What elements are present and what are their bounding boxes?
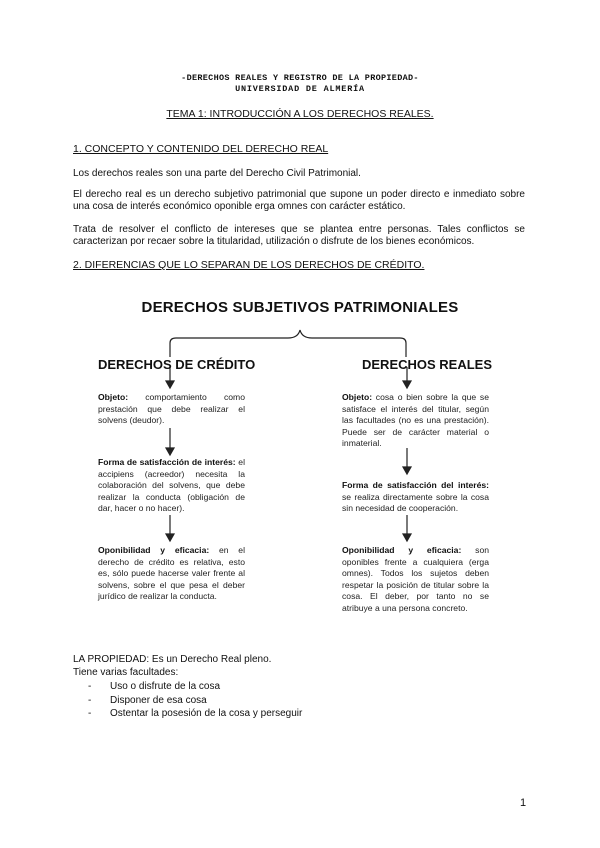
left-column-title: DERECHOS DE CRÉDITO <box>98 357 256 372</box>
credito-satisfaccion-box <box>98 457 245 515</box>
propiedad-line-2: Tiene varias facultades: <box>73 667 179 678</box>
credito-oponibilidad-text: en el derecho de crédito es relativa, esto es, sólo puede hacerse valer frente al solvens, sobre el que pesa el deber jurídico de realizar la conducta. <box>98 545 245 601</box>
section-1-paragraph-3: Trata de resolver el conflicto de intereses que se plantea entre personas. Tales conflictos se caracterizan por recaer sobre la titularidad, utilización o disfrute de los bienes económicos. <box>73 224 525 247</box>
section-2-title: 2. DIFERENCIAS QUE LO SEPARAN DE LOS DERECHOS DE CRÉDITO. <box>73 259 425 271</box>
reales-oponibilidad-box <box>342 545 489 614</box>
list-item <box>88 707 302 721</box>
reales-satisfaccion-text: se realiza directamente sobre la cosa sin necesidad de cooperación. <box>342 491 489 513</box>
propiedad-line-1: LA PROPIEDAD: Es un Derecho Real pleno. <box>73 654 272 665</box>
reales-satisfaccion-label: Forma de satisfacción del interés: <box>342 480 489 490</box>
credito-objeto-box <box>98 392 245 427</box>
list-dash: - <box>88 708 92 719</box>
reales-oponibilidad-text: son oponibles frente a cualquiera (erga omnes). Todos los sujetos deben respetar la posición de titular sobre la cosa. El deber, por tanto no se atribuye a una persona concreto. <box>342 545 489 613</box>
list-dash: - <box>88 681 92 692</box>
credito-objeto-text: comportamiento como prestación que debe realizar el solvens (deudor). <box>98 392 245 425</box>
document-header-title: -DERECHOS REALES Y REGISTRO DE LA PROPIEDAD- <box>181 73 419 83</box>
list-item <box>88 694 302 708</box>
diagram-title: DERECHOS SUBJETIVOS PATRIMONIALES <box>141 299 459 316</box>
list-item-text: Disponer de esa cosa <box>110 694 207 706</box>
list-item-text: Ostentar la posesión de la cosa y perseguir <box>110 708 303 719</box>
credito-oponibilidad-label: Oponibilidad y eficacia: <box>98 545 210 555</box>
list-item-text: Uso o disfrute de la cosa <box>110 681 221 692</box>
reales-objeto-label: Objeto: <box>342 392 373 402</box>
credito-objeto-label: Objeto: <box>98 392 129 402</box>
list-dash: - <box>88 694 92 706</box>
document-header-university: UNIVERSIDAD DE ALMERÍA <box>235 84 365 94</box>
section-1-paragraph-2: El derecho real es un derecho subjetivo patrimonial que supone un poder directo e inmediato sobre una cosa de interés económico oponible erga omnes con carácter estático. <box>73 189 525 212</box>
section-1-paragraph-1: Los derechos reales son una parte del Derecho Civil Patrimonial. <box>73 168 361 179</box>
reales-oponibilidad-label: Oponibilidad y eficacia: <box>342 545 462 555</box>
reales-objeto-text: cosa o bien sobre la que se satisface el interés del titular, según las facultades (no es una prestación). Puede ser de carácter material o inmaterial. <box>342 392 489 448</box>
list-item <box>88 680 302 694</box>
facultades-list <box>88 680 302 721</box>
credito-satisfaccion-text: el accipiens (acreedor) necesita la colaboración del solvens, que debe realizar la conducta (obligación de dar, hacer o no hacer). <box>98 457 245 513</box>
right-column-title: DERECHOS REALES <box>362 357 493 372</box>
reales-satisfaccion-box <box>342 480 489 515</box>
reales-objeto-box <box>342 392 489 450</box>
credito-oponibilidad-box <box>98 545 245 603</box>
section-1-title: 1. CONCEPTO Y CONTENIDO DEL DERECHO REAL <box>73 143 329 155</box>
page-number: 1 <box>520 797 527 809</box>
tema-title: TEMA 1: INTRODUCCIÓN A LOS DERECHOS REALES. <box>166 108 434 120</box>
credito-satisfaccion-label: Forma de satisfacción de interés: <box>98 457 236 467</box>
